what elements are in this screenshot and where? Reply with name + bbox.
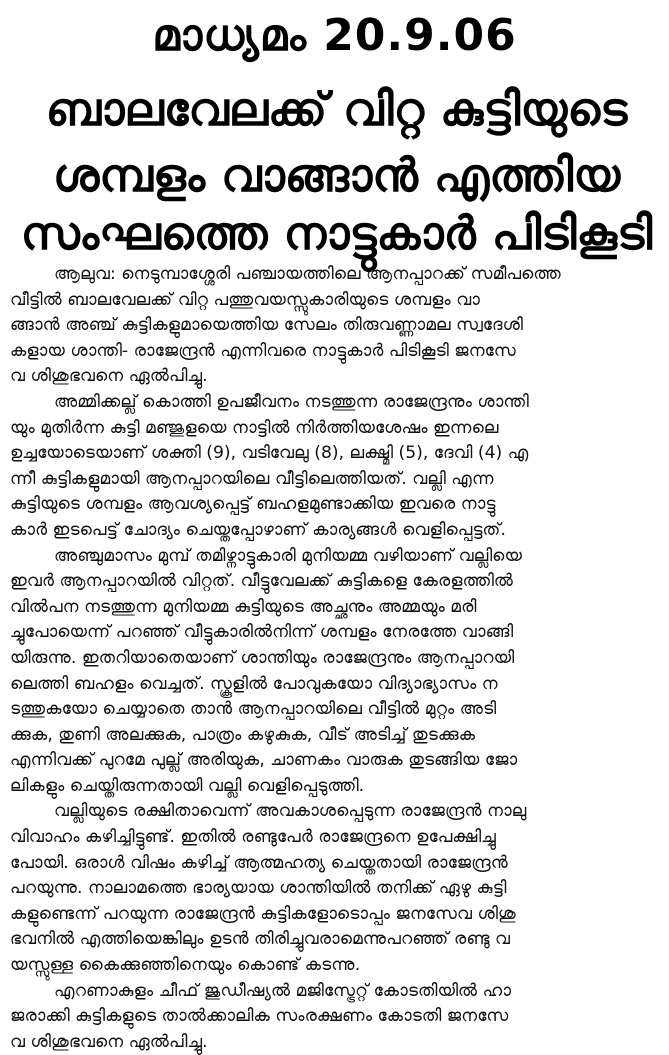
- article-line: ന്നീ കുട്ടികളുമായി ആനപ്പാറയിലെ വീട്ടിലെത്തിയത്. വല്ലി എന്ന: [10, 468, 494, 489]
- article-line: വ ശിശുഭവനെ ഏൽപിച്ചു.: [10, 366, 208, 387]
- article-line: വിവാഹം കഴിച്ചിട്ടുണ്ട്. ഇതിൽ രണ്ടുപേർ രാജേന്ദ്രനെ ഉപേക്ഷിച്ചു: [10, 827, 496, 848]
- article-line: യിരുന്നു. ഇതറിയാതെയാണ് ശാന്തിയും രാജേന്ദ്രനും ആനപ്പാറയി: [10, 647, 515, 668]
- article-line: ങ്ങാൻ അഞ്ച് കുട്ടികളുമായെത്തിയ സേലം തിരുവണ്ണാമല സ്വദേശി: [10, 315, 524, 336]
- article-line: പോയി. ഒരാൾ വിഷം കഴിച്ച് ആത്മഹത്യ ചെയ്തതായി രാജേന്ദ്രൻ: [10, 852, 508, 873]
- article-line: കാർ ഇടപെട്ട് ചോദ്യം ചെയ്തപ്പോഴാണ് കാര്യങ്ങൾ വെളിപ്പെട്ടത്.: [10, 519, 506, 540]
- article-line: ഉച്ചയോടെയാണ് ശക്തി (9), വടിവേലു (8), ലക്ഷ്മി (5), ദേവി (4) എ: [10, 443, 529, 464]
- article-line: ച്ചുപോയെന്ന് പറഞ്ഞ് വീട്ടുകാരിൽനിന്ന് ശമ്പളം നേരത്തേ വാങ്ങി: [10, 622, 514, 643]
- article-line: യസ്സുള്ള കൈക്കുഞ്ഞിനെയും കൊണ്ട് കടന്നു.: [10, 955, 361, 976]
- article-line: ആലുവ: നെടുമ്പാശ്ശേരി പഞ്ചായത്തിലെ ആനപ്പാറക്ക് സമീപത്തെ: [54, 264, 562, 284]
- article-line: വിൽപന നടത്തുന്ന മുനിയമ്മ കുട്ടിയുടെ അച്ഛനും അമ്മയും മരി: [10, 596, 477, 617]
- article-line: യും മുതിർന്ന കുട്ടി മഞ്ജുളയെ നാട്ടിൽ നിർത്തിയശേഷം ഇന്നലെ: [10, 417, 499, 438]
- article-line: ലെത്തി ബഹളം വെച്ചത്. സ്കൂളിൽ പോവുകയോ വിദ്യാഭ്യാസം ന: [10, 673, 498, 694]
- headline-line: സംഘത്തെ നാട്ടുകാർ പിടികൂടി: [20, 206, 653, 260]
- article-line: ഭവനിൽ എത്തിയെങ്കിലും ഉടൻ തിരിച്ചുവരാമെന്നുപറഞ്ഞ് രണ്ടു വ: [10, 929, 511, 950]
- article-line: വീട്ടിൽ ബാലവേലക്ക് വിറ്റ പത്തുവയസ്സുകാരിയുടെ ശമ്പളം വാ: [10, 289, 481, 310]
- article-line: ജരാക്കി കുട്ടികളുടെ താൽക്കാലിക സംരക്ഷണം കോടതി ജനസേ: [10, 1006, 509, 1027]
- article-line: കളുണ്ടെന്ന് പറയുന്ന രാജേന്ദ്രൻ കുട്ടികളോടൊപ്പം ജനസേവ ശിശു: [10, 903, 516, 924]
- masthead: മാധ്യമം 20.9.06: [152, 10, 517, 61]
- article-line: ക്കുക, തുണി അലക്കുക, പാത്രം കഴുകുക, വീട് അടിച്ച് തുടക്കുക: [10, 724, 476, 745]
- headline-line: ബാലവേലക്ക് വിറ്റ കുട്ടിയുടെ: [45, 82, 628, 136]
- article-line: എന്നിവക്ക് പുറമേ പുല്ല് അരിയുക, ചാണകം വാരുക തുടങ്ങിയ ജോ: [10, 750, 518, 771]
- article-line: അമ്മിക്കല്ല് കൊത്തി ഉപജീവനം നടത്തുന്ന രാജേന്ദ്രനും ശാന്തി: [54, 391, 529, 412]
- article-line: കളായ ശാന്തി- രാജേന്ദ്രൻ എന്നിവരെ നാട്ടുകാർ പിടികൂടി ജനസേ: [10, 340, 516, 361]
- article-line: പറയുന്നു. നാലാമത്തെ ഭാര്യയായ ശാന്തിയിൽ തനിക്ക് ഏഴു കുട്ടി: [10, 878, 507, 899]
- article-line: വല്ലിയുടെ രക്ഷിതാവെന്ന് അവകാശപ്പെടുന്ന രാജേന്ദ്രൻ നാലു: [54, 801, 527, 822]
- article-line: അഞ്ചുമാസം മുമ്പ് തമിഴ്നാട്ടുകാരി മുനിയമ്മ വഴിയാണ് വല്ലിയെ: [54, 545, 523, 566]
- article-line: വ ശിശുഭവനെ ഏൽപിച്ചു.: [10, 1031, 208, 1052]
- article-line: ടത്തുകയോ ചെയ്യാതെ താൻ ആനപ്പാറയിലെ വീട്ടിൽ മുറ്റം അടി: [10, 699, 497, 720]
- article-line: എറണാകുളം ചീഫ് ജുഡീഷ്യൽ മജിസ്ട്രേറ്റ് കോടതിയിൽ ഹാ: [54, 980, 512, 1001]
- article-line: ഇവർ ആനപ്പാറയിൽ വിറ്റത്. വീട്ടുവേലക്ക് കുട്ടികളെ കേരളത്തിൽ: [10, 571, 514, 592]
- article-line: കുട്ടിയുടെ ശമ്പളം ആവശ്യപ്പെട്ട് ബഹളമുണ്ടാക്കിയ ഇവരെ നാട്ടു: [10, 494, 496, 515]
- headline-line: ശമ്പളം വാങ്ങാൻ എത്തിയ: [52, 148, 621, 202]
- article-line: ലികളും ചെയ്തിരുന്നതായി വല്ലി വെളിപ്പെടുത്തി.: [10, 775, 365, 796]
- article-body: [10, 262, 660, 1055]
